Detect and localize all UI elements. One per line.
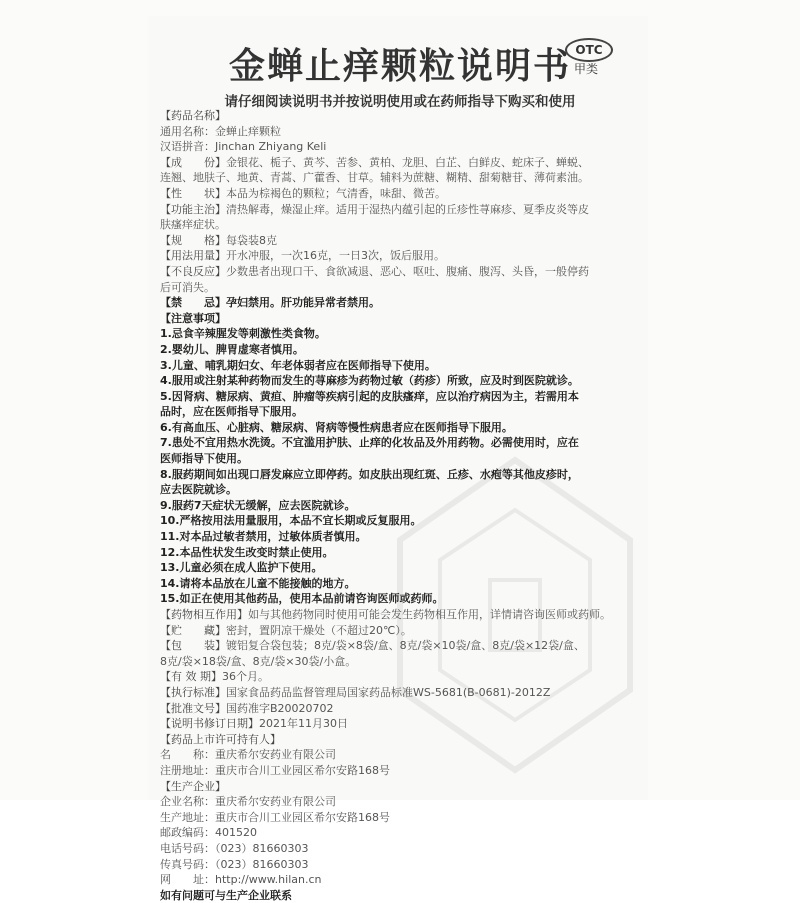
revision-label: 【说明书修订日期】 (160, 717, 259, 731)
precaution-line: 医师指导下使用。 (160, 452, 248, 466)
precaution-line: 10.严格按用法用量服用，本品不宜长期或反复服用。 (160, 514, 422, 528)
ingredients-label: 【成 份】 (160, 155, 226, 169)
precaution-line: 9.服药7天症状无缓解，应去医院就诊。 (160, 498, 356, 512)
revision-value: 2021年11月30日 (259, 717, 348, 731)
holder-label: 【药品上市许可持有人】 (160, 732, 281, 746)
adverse-row (160, 264, 640, 280)
manufacturer-address-label: 生产地址： (160, 810, 215, 824)
contact-note: 如有问题可与生产企业联系 (160, 888, 292, 902)
contra-value: 孕妇禁用。肝功能异常者禁用。 (226, 296, 380, 310)
indications-line1: 清热解毒，燥湿止痒。适用于湿热内蕴引起的丘疹性荨麻疹、夏季皮炎等皮 (226, 202, 589, 216)
manufacturer-phone-value: （023）81660303 (215, 841, 309, 855)
precaution-line: 8.服药期间如出现口唇发麻应立即停药。如皮肤出现红斑、丘疹、水疱等其他皮疹时， (160, 467, 579, 481)
contra-row (160, 295, 640, 311)
document-title: 金蝉止痒颗粒说明书 (228, 46, 571, 87)
precaution-line: 7.患处不宜用热水洗烫。不宜滥用护肤、止痒的化妆品及外用药物。必需使用时，应在 (160, 436, 579, 450)
standard-value: 国家食品药品监督管理局国家药品标准WS-5681(B-0681)-2012Z (226, 685, 551, 699)
manufacturer-fax-label: 传真号码： (160, 857, 215, 871)
ingredients-line2: 连翘、地肤子、地黄、青蒿、广藿香、甘草。辅料为蔗糖、糊精、甜菊糖苷、薄荷素油。 (160, 171, 589, 185)
package-label: 【包 装】 (160, 639, 226, 653)
holder-address-value: 重庆市合川工业园区希尔安路168号 (215, 763, 390, 777)
interactions-row (160, 607, 640, 623)
adverse-line1: 少数患者出现口干、食欲减退、恶心、呕吐、腹痛、腹泻、头昏，一般停药 (226, 264, 589, 278)
storage-row (160, 623, 640, 639)
ingredients-row (160, 155, 640, 171)
indications-row (160, 202, 640, 218)
ingredients-line1: 金银花、栀子、黄芩、苦参、黄柏、龙胆、白芷、白鲜皮、蛇床子、蝉蜕、 (226, 155, 589, 169)
precaution-line: 2.婴幼儿、脾胃虚寒者慎用。 (160, 342, 304, 356)
pinyin-row (160, 139, 640, 155)
adverse-label: 【不良反应】 (160, 264, 226, 278)
precaution-line: 4.服用或注射某种药物而发生的荨麻疹为药物过敏（药疹）所致，应及时到医院就诊。 (160, 374, 579, 388)
otc-badge: OTC (565, 38, 613, 62)
manufacturer-phone-label: 电话号码： (160, 841, 215, 855)
precaution-line: 5.因肾病、糖尿病、黄疸、肿瘤等疾病引起的皮肤瘙痒，应以治疗病因为主，若需用本 (160, 389, 579, 403)
storage-label: 【贮 藏】 (160, 623, 226, 637)
interactions-value: 如与其他药物同时使用可能会发生药物相互作用，详情请咨询医师或药师。 (248, 608, 611, 621)
storage-value: 密封，置阴凉干燥处（不超过20℃）。 (226, 623, 412, 637)
holder-name-label: 名 称： (160, 748, 215, 762)
pinyin-value: Jinchan Zhiyang Keli (215, 140, 327, 154)
package-row (160, 638, 640, 654)
generic-name-row (160, 124, 640, 140)
manufacturer-website-value: http://www.hilan.cn (215, 873, 322, 887)
precaution-line: 15.如正在使用其他药品，使用本品前请咨询医师或药师。 (160, 592, 444, 606)
precaution-line: 11.对本品过敏者禁用，过敏体质者慎用。 (160, 530, 367, 544)
approval-value: 国药准字B20020702 (226, 701, 334, 715)
leaflet-body (160, 108, 640, 903)
precaution-line: 1.忌食辛辣腥发等刺激性类食物。 (160, 327, 326, 341)
manufacturer-fax-value: （023）81660303 (215, 857, 309, 871)
interactions-label: 【药物相互作用】 (160, 608, 248, 621)
precaution-line: 6.有高血压、心脏病、糖尿病、肾病等慢性病患者应在医师指导下服用。 (160, 420, 513, 434)
precaution-line: 3.儿童、哺乳期妇女、年老体弱者应在医师指导下使用。 (160, 358, 436, 372)
standard-row (160, 685, 640, 701)
manufacturer-company-label: 企业名称： (160, 795, 215, 809)
properties-label: 【性 状】 (160, 186, 226, 200)
manufacturer-address-value: 重庆市合川工业园区希尔安路168号 (215, 810, 390, 824)
validity-value: 36个月。 (222, 670, 269, 684)
spec-label: 【规 格】 (160, 233, 226, 247)
manufacturer-zip-value: 401520 (215, 826, 257, 840)
properties-value: 本品为棕褐色的颗粒；气清香，味甜、微苦。 (226, 186, 446, 200)
indications-label: 【功能主治】 (160, 202, 226, 216)
holder-address-row (160, 763, 640, 779)
manufacturer-address-row (160, 810, 640, 826)
manufacturer-phone-row (160, 841, 640, 857)
contra-label: 【禁 忌】 (160, 296, 226, 310)
manufacturer-label: 【生产企业】 (160, 779, 226, 793)
holder-address-label: 注册地址： (160, 763, 215, 777)
section-drug-name: 【药品名称】 (160, 109, 226, 122)
manufacturer-company-row (160, 794, 640, 810)
precautions-label: 【注意事项】 (160, 311, 226, 325)
validity-row (160, 669, 640, 685)
indications-line2: 肤瘙痒症状。 (160, 218, 226, 232)
spec-value: 每袋装8克 (226, 233, 277, 247)
otc-class-label: 甲类 (574, 62, 599, 76)
spec-row (160, 233, 640, 249)
generic-name-value: 金蝉止痒颗粒 (215, 124, 281, 138)
manufacturer-company-value: 重庆希尔安药业有限公司 (215, 795, 336, 809)
revision-row (160, 716, 640, 732)
generic-name-label: 通用名称： (160, 124, 215, 138)
precaution-line: 品时，应在医师指导下服用。 (160, 405, 303, 419)
manufacturer-fax-row (160, 857, 640, 873)
approval-row (160, 701, 640, 717)
manufacturer-zip-row (160, 825, 640, 841)
usage-value: 开水冲服，一次16克，一日3次，饭后服用。 (226, 249, 445, 263)
usage-row (160, 248, 640, 264)
validity-label: 【有 效 期】 (160, 670, 222, 684)
pinyin-label: 汉语拼音： (160, 140, 215, 154)
usage-label: 【用法用量】 (160, 249, 226, 263)
approval-label: 【批准文号】 (160, 701, 226, 715)
precaution-line: 14.请将本品放在儿童不能接触的地方。 (160, 576, 356, 590)
adverse-line2: 后可消失。 (160, 280, 215, 294)
precaution-line: 13.儿童必须在成人监护下使用。 (160, 561, 323, 575)
package-line1: 镀铝复合袋包装；8克/袋×8袋/盒、8克/袋×10袋/盒、8克/袋×12袋/盒、 (226, 639, 585, 653)
manufacturer-zip-label: 邮政编码： (160, 826, 215, 840)
manufacturer-website-label: 网 址： (160, 873, 215, 887)
document-subtitle: 请仔细阅读说明书并按说明使用或在药师指导下购买和使用 (224, 94, 576, 110)
holder-name-row (160, 747, 640, 763)
holder-name-value: 重庆希尔安药业有限公司 (215, 748, 336, 762)
precaution-line: 应去医院就诊。 (160, 483, 237, 497)
properties-row (160, 186, 640, 202)
precaution-line: 12.本品性状发生改变时禁止使用。 (160, 545, 334, 559)
manufacturer-website-row (160, 872, 640, 888)
package-line2: 8克/袋×18袋/盒、8克/袋×30袋/小盒。 (160, 654, 357, 668)
standard-label: 【执行标准】 (160, 685, 226, 699)
